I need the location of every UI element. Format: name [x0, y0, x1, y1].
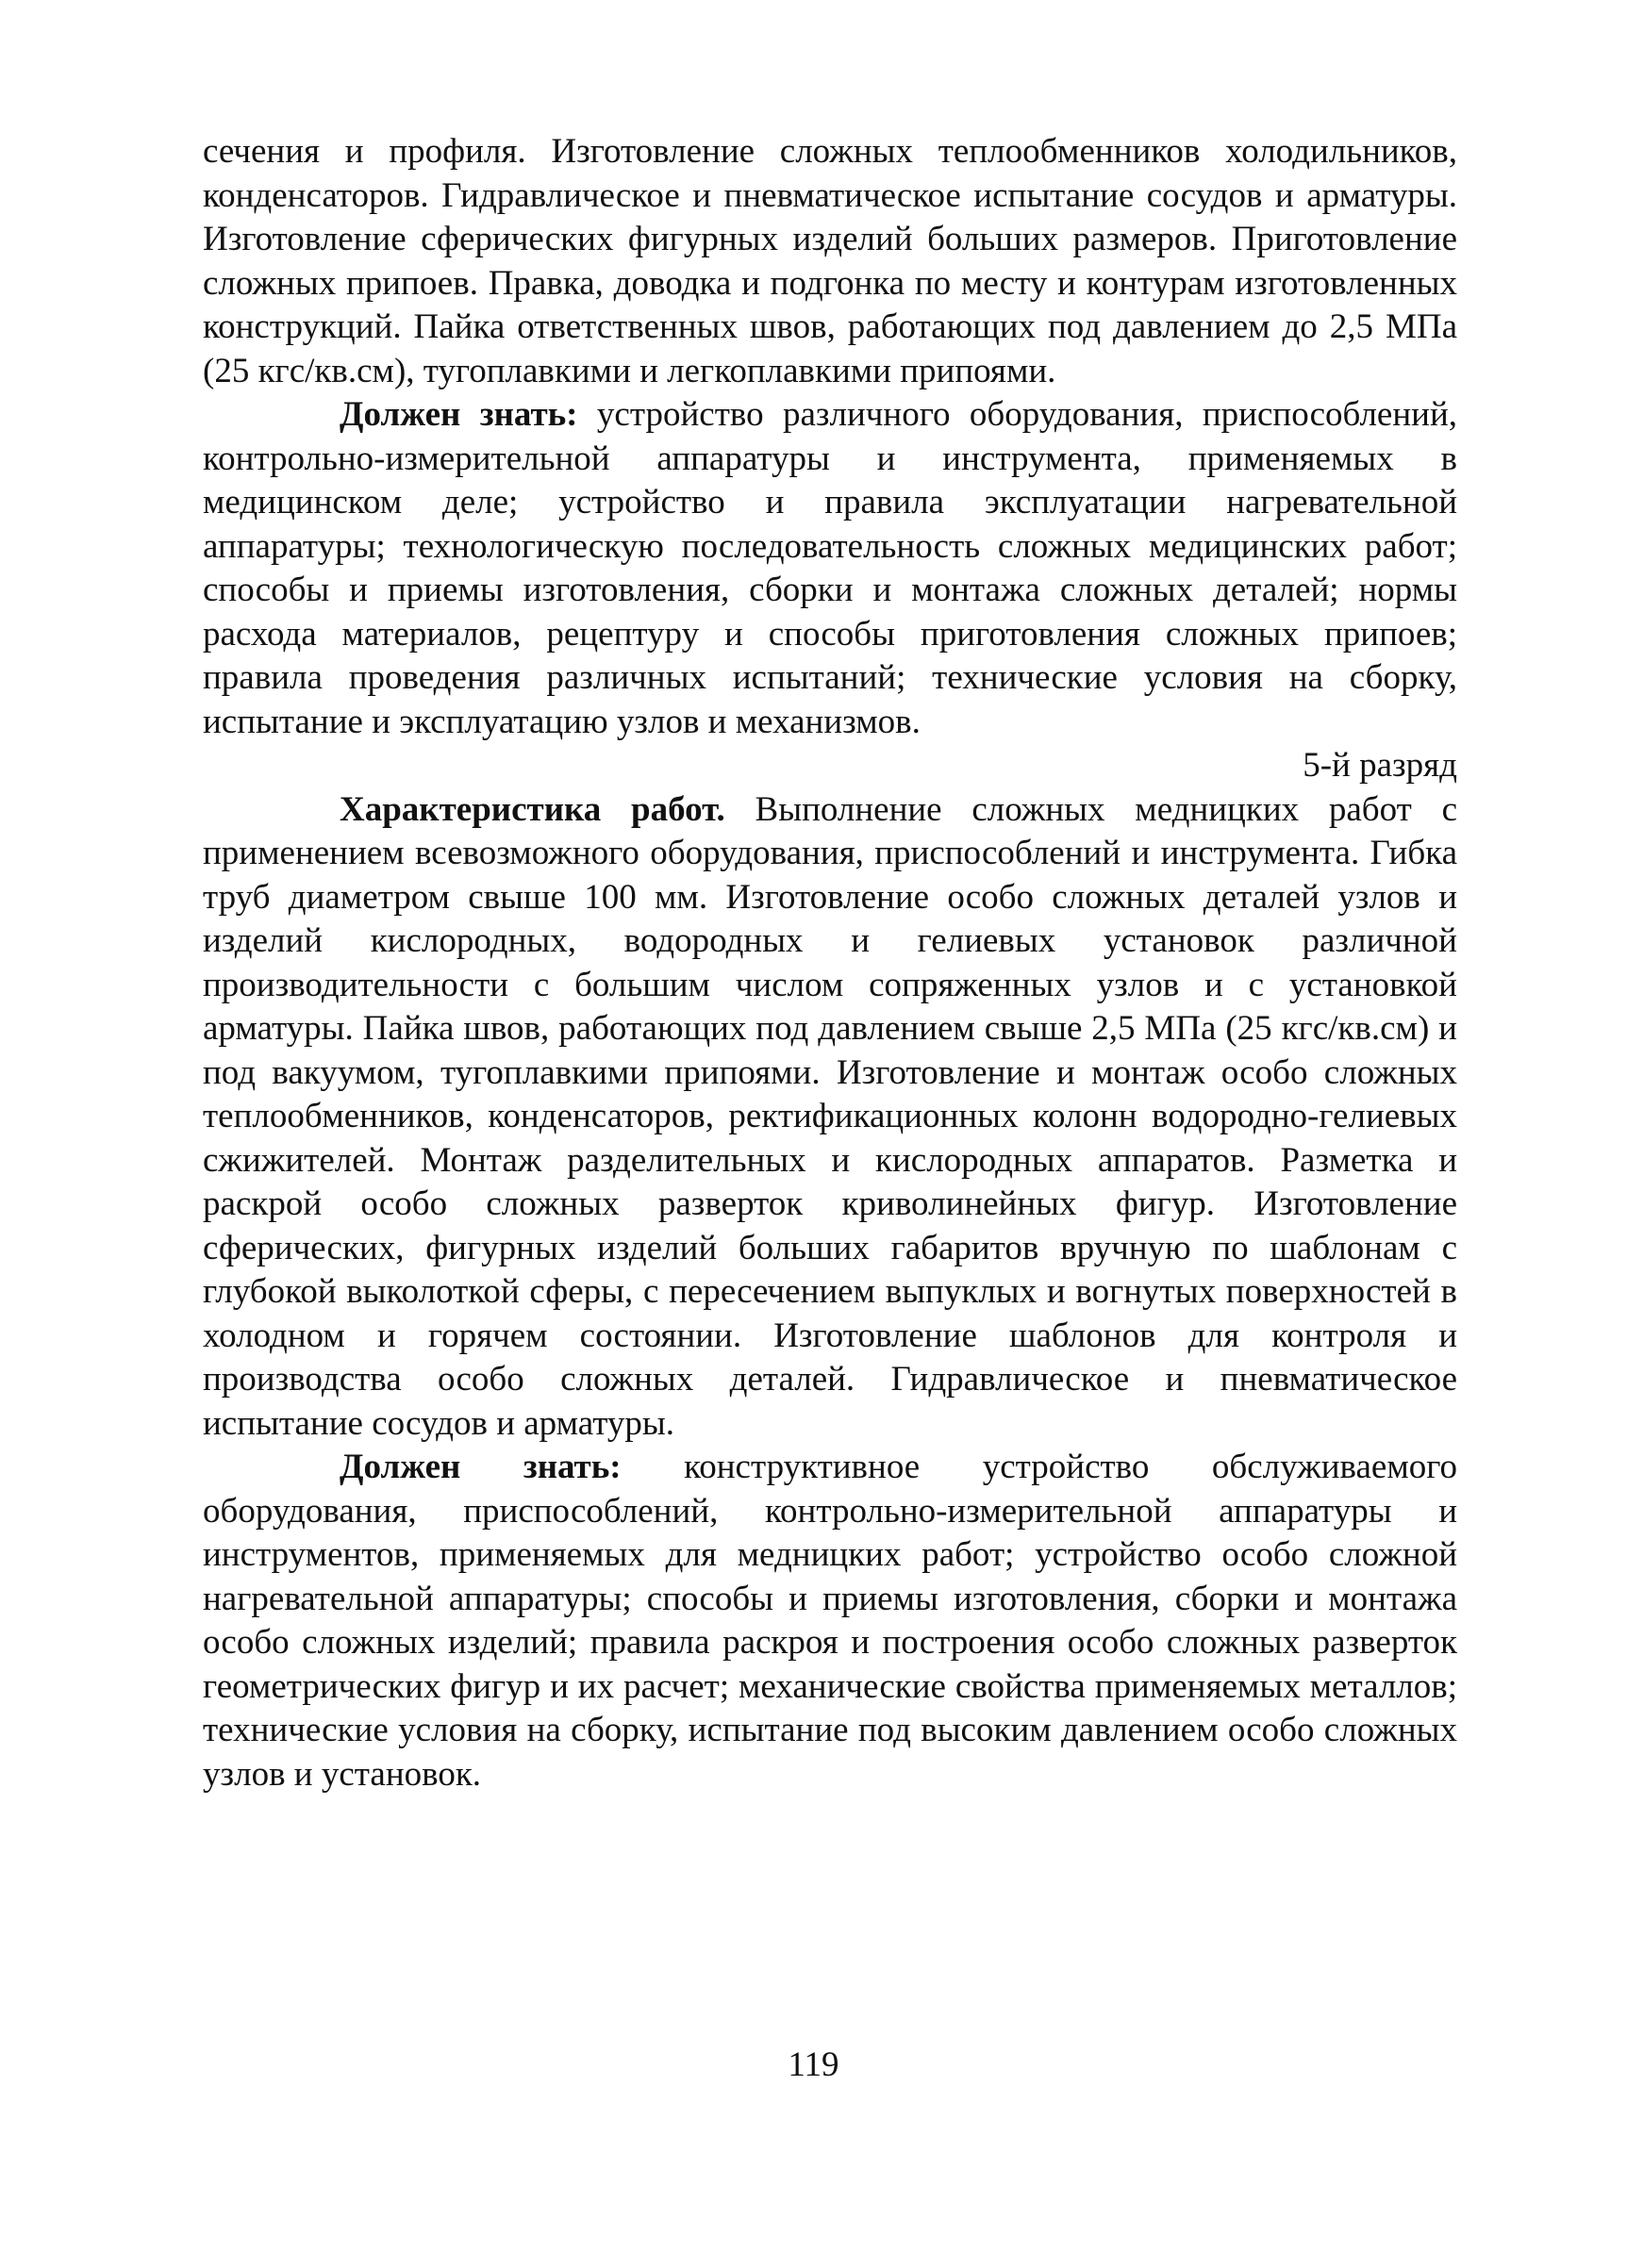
knowledge-paragraph-grade-5 — [203, 1446, 1457, 1796]
knowledge-label: Должен знать: — [340, 1448, 622, 1486]
work-description-paragraph — [203, 788, 1457, 1447]
document-body — [203, 130, 1457, 1796]
work-description-text: Выполнение сложных медницких работ с применением всевозможного оборудования, приспособлений и инструмента. Гибка труб диаметром свыше 100 мм. Изготовление особо сложных деталей узлов и изделий кислородных, водородных и гелиевых установок различной производительности с большим числом сопряженных узлов и с установкой арматуры. Пайка швов, работающих под давлением свыше 2,5 МПа (25 кгс/кв.см) и под вакуумом, тугоплавкими припоями. Изготовление и монтаж особо сложных теплообменников, конденсаторов, ректификационных колонн водородно-гелиевых сжижителей. Монтаж разделительных и кислородных аппаратов. Разметка и раскрой особо сложных разверток криволинейных фигур. Изготовление сферических, фигурных изделий больших габаритов вручную по шаблонам с глубокой выколоткой сферы, с пересечением выпуклых и вогнутых поверхностей в холодном и горячем состоянии. Изготовление шаблонов для контроля и производства особо сложных деталей. Гидравлическое и пневматическое испытание сосудов и арматуры. — [203, 789, 1457, 1443]
work-description-label: Характеристика работ. — [340, 789, 725, 829]
knowledge-text: устройство различного оборудования, приспособлений, контрольно-измерительной аппаратуры и инструмента, применяемых в медицинском деле; устройство и правила эксплуатации нагревательной аппаратуры; технологическую последовательность сложных медицинских работ; способы и приемы изготовления, сборки и монтажа сложных деталей; нормы расхода материалов, рецептуру и способы приготовления сложных припоев; правила проведения различных испытаний; технические условия на сборку, испытание и эксплуатацию узлов и механизмов. — [203, 395, 1457, 741]
knowledge-label: Должен знать: — [340, 395, 578, 434]
intro-paragraph: сечения и профиля. Изготовление сложных теплообменников холодильников, конденсаторов. Гидравлическое и пневматическое испытание сосудов и арматуры. Изготовление сферических фигурных изделий больших размеров. Приготовление сложных припоев. Правка, доводка и подгонка по месту и контурам изготовленных конструкций. Пайка ответственных швов, работающих под давлением до 2,5 МПа (25 кгс/кв.см), тугоплавкими и легкоплавкими припоями. — [203, 132, 1457, 390]
rank-heading: 5-й разряд — [1303, 746, 1457, 785]
page-number: 119 — [788, 2045, 839, 2084]
knowledge-paragraph-grade-4 — [203, 393, 1457, 744]
knowledge-text: конструктивное устройство обслуживаемого оборудования, приспособлений, контрольно-измерительной аппаратуры и инструментов, применяемых для медницких работ; устройство особо сложной нагревательной аппаратуры; способы и приемы изготовления, сборки и монтажа особо сложных изделий; правила раскроя и построения особо сложных разверток геометрических фигур и их расчет; механические свойства применяемых металлов; технические условия на сборку, испытание под высоким давлением особо сложных узлов и установок. — [203, 1448, 1457, 1794]
